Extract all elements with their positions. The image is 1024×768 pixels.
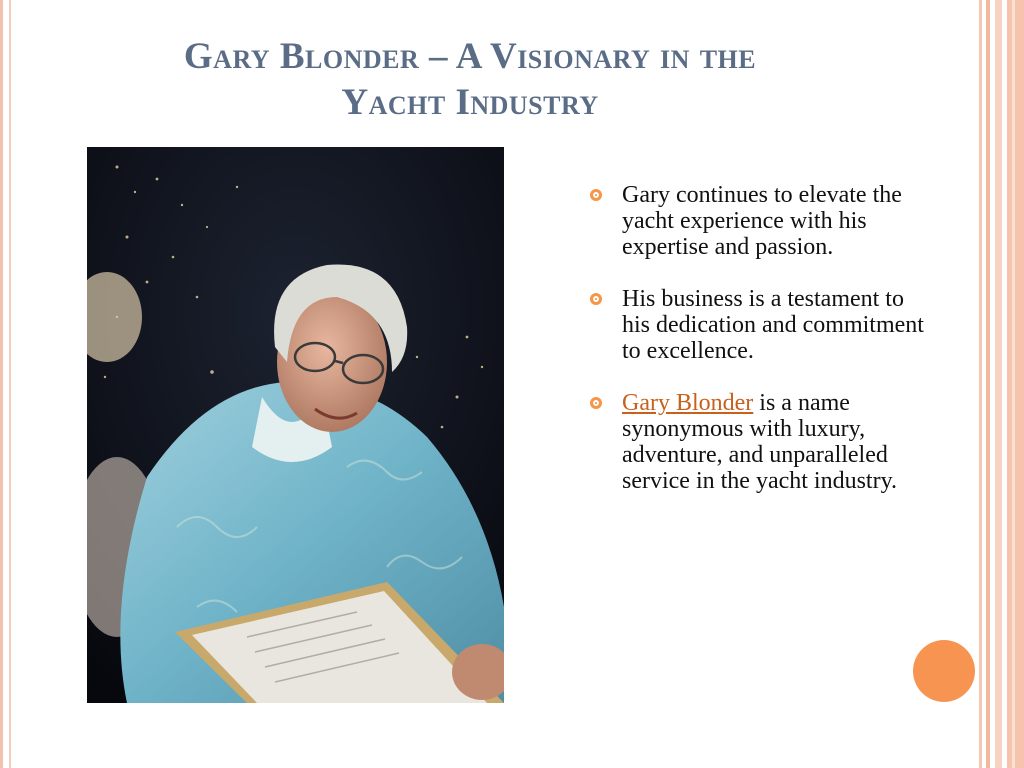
bullet-ring-icon	[590, 397, 602, 409]
bullet-item	[590, 182, 930, 260]
bullet-item	[590, 390, 930, 494]
bullet-text: His business is a testament to his dedication and commitment to excellence.	[622, 286, 924, 364]
bullet-text: is a name synonymous with luxury, adventure, and unparalleled service in the yacht industry.	[622, 390, 898, 494]
bullet-text: Gary continues to elevate the yacht experience with his expertise and passion.	[622, 182, 902, 260]
border-stripe	[0, 0, 3, 768]
bullet-ring-icon	[590, 189, 602, 201]
decorative-accent-circle	[913, 640, 975, 702]
border-stripe	[986, 0, 990, 768]
border-stripe	[1012, 0, 1015, 768]
bullet-list	[590, 182, 930, 520]
bullet-ring-icon	[590, 293, 602, 305]
border-stripe	[9, 0, 11, 768]
slide-title	[70, 34, 870, 126]
portrait-illustration	[87, 147, 504, 703]
border-stripe	[1007, 0, 1024, 768]
border-stripe	[995, 0, 1002, 768]
slide-title-line2: Yacht Industry	[341, 82, 599, 123]
slide-title-line1: Gary Blonder – A Visionary in the	[183, 36, 757, 77]
gary-blonder-link[interactable]: Gary Blonder	[622, 390, 754, 416]
portrait-photo	[87, 147, 504, 703]
border-stripe	[979, 0, 982, 768]
bullet-item	[590, 286, 930, 364]
